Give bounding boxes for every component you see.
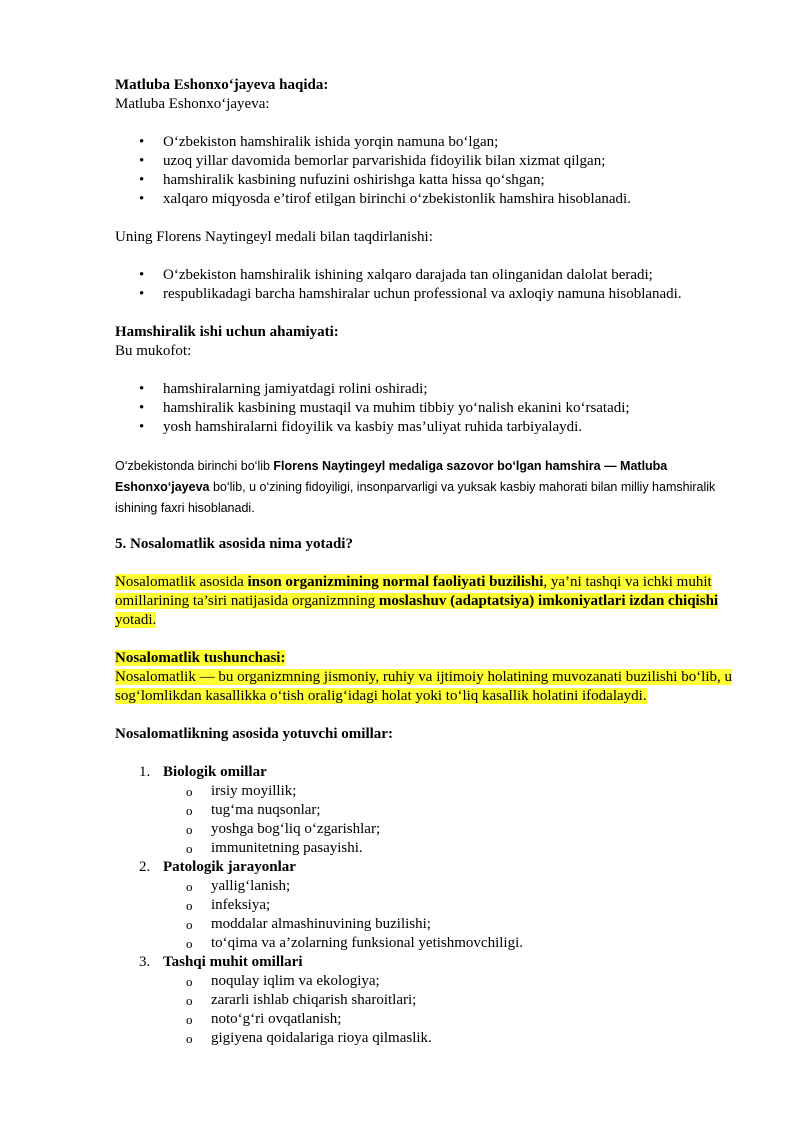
list-item: o to‘qima va a’zolarning funksional yetishmovchiligi. [163,934,735,953]
list-item: o irsiy moyillik; [163,782,735,801]
list-item: • O‘zbekiston hamshiralik ishida yorqin namuna bo‘lgan; [115,133,735,152]
intro-text: Matluba Eshonxo‘jayeva: [115,96,270,112]
list-item: • hamshiralik kasbining nufuzini oshirishga katta hissa qo‘shgan; [115,171,735,190]
section-heading-5: 5. Nosalomatlik asosida nima yotadi? [115,536,353,552]
factor-item: 3. Tashqi muhit omillari o noqulay iqlim va ekologiya; o zararli ishlab chiqarish sharoitlari; o noto‘g‘ri ovqatlanish; o gigiyena qoidalariga rioya qilmaslik. [115,953,735,1048]
intro-text: Bu mukofot: [115,343,192,359]
concept-title: Nosalomatlik tushunchasi: [115,650,286,666]
achievements-list [115,133,735,209]
list-item: o gigiyena qoidalariga rioya qilmaslik. [163,1029,735,1048]
list-item: • O‘zbekiston hamshiralik ishining xalqaro darajada tan olinganidan dalolat beradi; [115,266,735,285]
factor-title: Patologik jarayonlar [163,859,296,875]
summary-paragraph: O‘zbekistonda birinchi bo‘lib Florens Naytingeyl medaliga sazovor bo‘lgan hamshira — Matluba Eshonxo‘jayeva bo‘lib, u o‘zining fidoyiligi, insonparvarligi va yuksak kasbiy mahorati bilan milliy hamshiralik ishining faxri hisoblanadi. [115,459,716,515]
list-item: o yoshga bog‘liq o‘zgarishlar; [163,820,735,839]
factor-title: Tashqi muhit omillari [163,954,303,970]
document-page [115,76,735,1048]
medal-list [115,266,735,304]
list-item: o yallig‘lanish; [163,877,735,896]
factor-sublist [163,972,735,1048]
concept-text: Nosalomatlik — bu organizmning jismoniy, ruhiy va ijtimoiy holatining muvozanati buzilishi bo‘lib, u sog‘lomlikdan kasallikka o‘tish oralig‘idagi holat yoki to‘liq kasallik holatini ifodalaydi. [115,669,733,704]
list-item: • hamshiralik kasbining mustaqil va muhim tibbiy yo‘nalish ekanini ko‘rsatadi; [115,399,735,418]
factor-item: 2. Patologik jarayonlar o yallig‘lanish; o infeksiya; o moddalar almashinuvining buzilishi; o to‘qima va a’zolarning funksional yetishmovchiligi. [115,858,735,953]
list-item: o noqulay iqlim va ekologiya; [163,972,735,991]
section-title-importance: Hamshiralik ishi uchun ahamiyati: [115,324,339,340]
list-item: o immunitetning pasayishi. [163,839,735,858]
list-item: • hamshiralarning jamiyatdagi rolini oshiradi; [115,380,735,399]
list-item: o tug‘ma nuqsonlar; [163,801,735,820]
factors-list [115,763,735,1048]
list-item: o noto‘g‘ri ovqatlanish; [163,1010,735,1029]
list-item: o moddalar almashinuvining buzilishi; [163,915,735,934]
list-item: • uzoq yillar davomida bemorlar parvarishida fidoyilik bilan xizmat qilgan; [115,152,735,171]
factor-title: Biologik omillar [163,764,267,780]
importance-list [115,380,735,437]
summary-bold: Florens Naytingeyl medaliga sazovor bo‘lgan hamshira — Matluba Eshonxo‘jayeva [115,459,668,494]
factor-sublist [163,877,735,953]
list-item: • respublikadagi barcha hamshiralar uchun professional va axloqiy namuna hisoblanadi. [115,285,735,304]
list-item: o infeksiya; [163,896,735,915]
highlighted-paragraph: Nosalomatlik asosida inson organizmining normal faoliyati buzilishi, ya’ni tashqi va ichki muhit omillarining ta’siri natijasida organizmning moslashuv (adaptatsiya) imkoniyatlari izdan chiqishi yotadi. [115,574,719,628]
medal-intro: Uning Florens Naytingeyl medali bilan taqdirlanishi: [115,229,433,245]
factors-title: Nosalomatlikning asosida yotuvchi omillar: [115,726,393,742]
list-item: • xalqaro miqyosda e’tirof etilgan birinchi o‘zbekistonlik hamshira hisoblanadi. [115,190,735,209]
list-item: • yosh hamshiralarni fidoyilik va kasbiy mas’uliyat ruhida tarbiyalaydi. [115,418,735,437]
section-title-matluba: Matluba Eshonxo‘jayeva haqida: [115,77,329,93]
factor-sublist [163,782,735,858]
list-item: o zararli ishlab chiqarish sharoitlari; [163,991,735,1010]
factor-item: 1. Biologik omillar o irsiy moyillik; o tug‘ma nuqsonlar; o yoshga bog‘liq o‘zgarishlar; o immunitetning pasayishi. [115,763,735,858]
